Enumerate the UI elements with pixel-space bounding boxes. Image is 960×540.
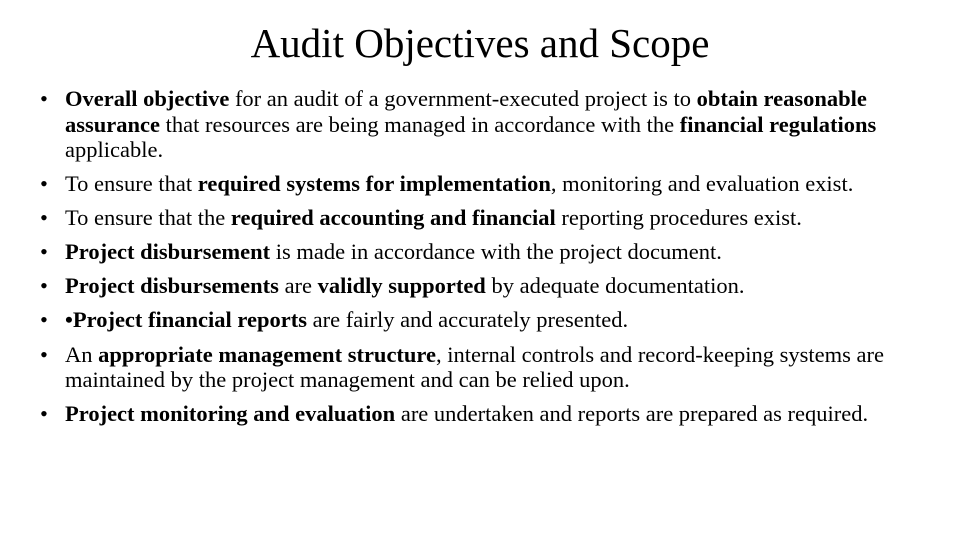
text-segment: by adequate documentation.: [485, 273, 745, 299]
bullet-list: [40, 86, 910, 435]
bullet-item: [40, 239, 910, 265]
bullet-marker: •: [40, 239, 48, 265]
bold-text-segment: appropriate management structure: [98, 341, 436, 367]
text-segment: for an audit of a government-executed project is to: [229, 86, 697, 111]
bold-text-segment: required accounting and financial: [230, 205, 556, 231]
bold-text-segment: Project monitoring and evaluation: [65, 401, 396, 427]
bold-text-segment: financial regulations: [679, 111, 877, 137]
text-segment: are fairly and accurately presented.: [307, 307, 629, 333]
bullet-item: [40, 171, 910, 197]
bullet-item: [40, 273, 910, 299]
bullet-marker: •: [40, 273, 48, 299]
bold-text-segment: required systems for implementation: [197, 171, 551, 197]
text-segment: , internal controls and record-keeping systems are maintained by the project management and can be relied upon.: [65, 341, 884, 393]
bold-text-segment: Overall objective: [65, 86, 230, 111]
bullet-marker: •: [40, 307, 48, 333]
bullet-item: [40, 205, 910, 231]
bullet-marker: •: [40, 86, 48, 111]
bullet-marker: •: [40, 401, 48, 427]
text-segment: is made in accordance with the project document.: [270, 239, 722, 265]
text-segment: applicable.: [65, 137, 164, 162]
text-segment: To ensure that: [65, 171, 198, 197]
slide-title: Audit Objectives and Scope: [250, 20, 710, 66]
text-segment: reporting procedures exist.: [555, 205, 802, 231]
bullet-marker: •: [40, 341, 48, 367]
bullet-item: [40, 307, 910, 333]
bold-text-segment: Project disbursements: [65, 273, 279, 299]
bold-text-segment: •Project financial reports: [65, 307, 307, 333]
text-segment: that resources are being managed in accordance with the: [160, 111, 680, 137]
bullet-item: [40, 86, 910, 163]
bullet-marker: •: [40, 171, 48, 197]
text-segment: To ensure that the: [65, 205, 231, 231]
bullet-item: [40, 342, 910, 393]
bold-text-segment: validly supported: [317, 273, 486, 299]
bold-text-segment: Project disbursement: [65, 239, 271, 265]
text-segment: are: [278, 273, 318, 299]
text-segment: are undertaken and reports are prepared as required.: [395, 401, 869, 427]
bold-text-segment: obtain reasonable assurance: [65, 86, 867, 137]
bullet-item: [40, 401, 910, 427]
bullet-marker: •: [40, 205, 48, 231]
text-segment: , monitoring and evaluation exist.: [550, 171, 854, 197]
text-segment: An: [65, 341, 99, 367]
